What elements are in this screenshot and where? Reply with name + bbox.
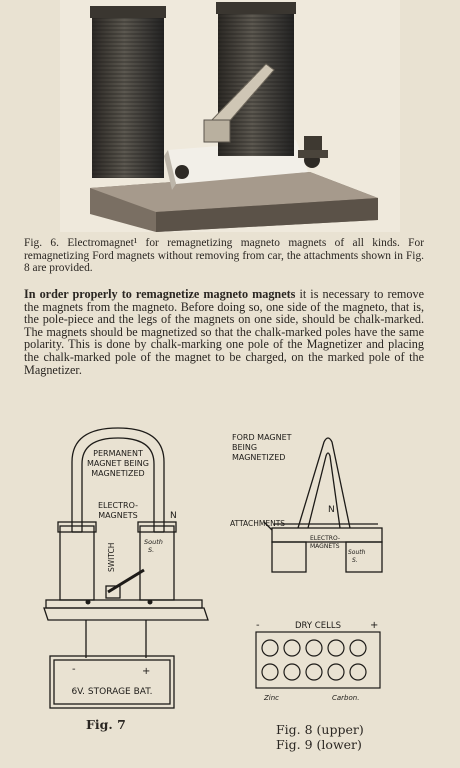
fig7-permanent-label-2: MAGNET BEING	[87, 459, 149, 468]
fig9-plus: +	[370, 620, 379, 631]
fig7-battery-label: 6V. STORAGE BAT.	[71, 687, 153, 697]
paragraph-body: it is necessary to remove the magnets from the magneto. Before doing so, one side of the magneto, that is, the pole-piece and the legs of the magnets on one side, should be chalk-marked. The magnets should be magnetized so that the chalk-marked poles have the same polarity. This is done by chalk-marking one pole of the Magnetizer and placing the chalk-marked pole of the magnet to be charged, on the marked pole of the Magnetizer.	[24, 287, 424, 377]
fig7-permanent-label-3: MAGNETIZED	[91, 469, 145, 478]
fig9-minus: -	[256, 620, 260, 631]
fig7-minus: -	[72, 664, 76, 675]
fig7-electro-label-2: MAGNETS	[98, 511, 138, 520]
fig8-attachments-label: ATTACHMENTS	[230, 519, 286, 528]
electromagnet-photo	[60, 0, 400, 232]
fig89-labels	[276, 722, 364, 752]
fig8-electro-label-1: ELECTRO-	[310, 535, 341, 542]
paragraph-lead: In order properly to remagnetize magneto magnets	[24, 287, 296, 301]
fig8-electro-label-2: MAGNETS	[310, 543, 340, 550]
fig7-north-label: N	[170, 511, 177, 521]
fig7-south-label-1: South	[144, 538, 163, 546]
fig7-label: Fig. 7	[86, 717, 126, 732]
fig8-south-label-2: S.	[352, 557, 358, 564]
fig8-south-label-1: South	[348, 549, 366, 556]
fig6-caption: Fig. 6. Electromagnet¹ for remagnetizing magneto magnets of all kinds. For remagnetizing Ford magnets without removing from car, the attachments shown in Fig. 8 are provided.	[24, 237, 424, 275]
fig7-electro-label-1: ELECTRO-	[97, 501, 139, 510]
fig9-carbon: Carbon.	[332, 694, 360, 702]
fig9-title: DRY CELLS	[295, 621, 341, 631]
body-paragraph	[24, 288, 424, 376]
fig8-diagram	[228, 428, 418, 588]
fig7-south-label-2: S.	[148, 546, 155, 554]
fig9-diagram	[250, 616, 390, 708]
fig8-ford-label-2: BEING	[232, 443, 258, 452]
fig8-label: Fig. 8 (upper)	[276, 722, 364, 737]
fig9-zinc: Zinc	[264, 694, 280, 702]
fig7-plus: +	[142, 666, 151, 677]
fig8-ford-label-3: MAGNETIZED	[232, 453, 286, 462]
fig7-permanent-label-1: PERMANENT	[93, 449, 143, 458]
fig8-north-label: N	[328, 505, 335, 515]
fig8-ford-label-1: FORD MAGNET	[232, 433, 292, 442]
fig9-label: Fig. 9 (lower)	[276, 737, 362, 752]
fig7-diagram	[36, 422, 226, 712]
fig7-switch-label: SWITCH	[107, 542, 116, 572]
